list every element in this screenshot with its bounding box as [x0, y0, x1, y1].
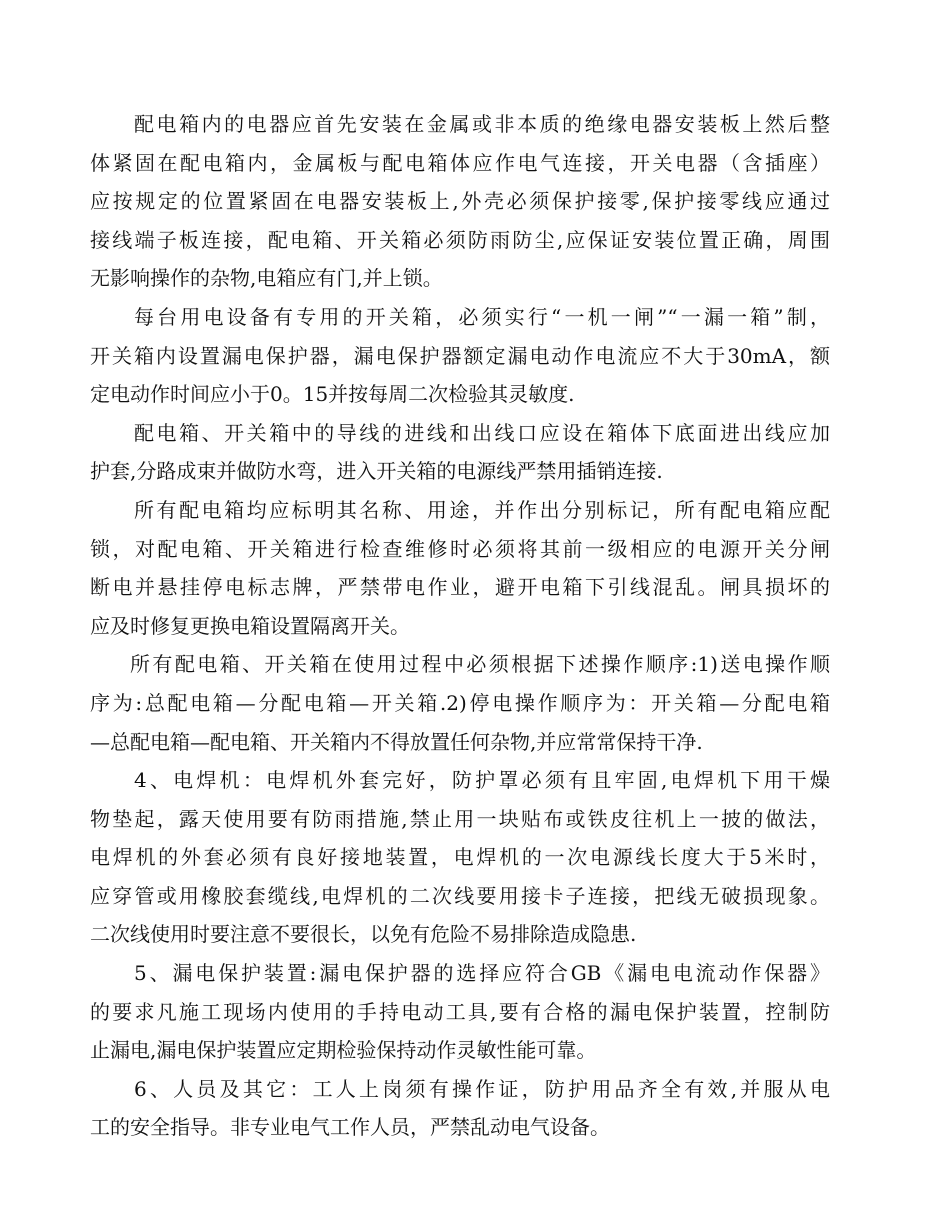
text-line: 护套,分路成束并做防水弯，进入开关箱的电源线严禁用插销连接.	[90, 459, 663, 484]
text-line: 每台用电设备有专用的开关箱，必须实行“一机一闸”“一漏一箱”制，	[134, 304, 830, 329]
text-line: 配电箱内的电器应首先安装在金属或非本质的绝缘电器安装板上然后整	[134, 112, 830, 136]
paragraph-welding-machine	[90, 761, 830, 954]
paragraph-wire-entry	[90, 414, 830, 491]
paragraph-distribution-box-installation	[90, 105, 830, 298]
paragraph-operation-sequence	[90, 645, 830, 761]
paragraph-box-labeling	[90, 491, 830, 645]
text-line: 开关箱内设置漏电保护器，漏电保护器额定漏电动作电流应不大于30mA，额	[90, 343, 830, 368]
text-line: 应及时修复更换电箱设置隔离开关。	[90, 613, 410, 638]
text-line: 断电并悬挂停电标志牌，严禁带电作业，避开电箱下引线混乱。闸具损坏的	[90, 575, 830, 600]
text-line: 所有配电箱均应标明其名称、用途，并作出分别标记，所有配电箱应配	[134, 497, 830, 522]
text-line: 的要求凡施工现场内使用的手持电动工具,要有合格的漏电保护装置，控制防	[90, 999, 830, 1024]
text-line: 电焊机的外套必须有良好接地装置，电焊机的一次电源线长度大于5米时，	[90, 845, 830, 870]
text-line: 应按规定的位置紧固在电器安装板上,外壳必须保护接零,保护接零线应通过	[90, 189, 830, 214]
text-line: 配电箱、开关箱中的导线的进线和出线口应设在箱体下底面进出线应加	[134, 420, 830, 445]
text-line: 4、电焊机：电焊机外套完好，防护罩必须有且牢固,电焊机下用干燥	[134, 768, 830, 793]
text-line: 体紧固在配电箱内，金属板与配电箱体应作电气连接，开关电器（含插座）	[90, 150, 830, 175]
text-line: 5、漏电保护装置:漏电保护器的选择应符合GB《漏电电流动作保器》	[134, 961, 830, 986]
text-line: 止漏电,漏电保护装置应定期检验保持动作灵敏性能可靠。	[90, 1038, 597, 1063]
text-line: 定电动作时间应小于0。15并按每周二次检验其灵敏度.	[90, 382, 575, 407]
paragraph-leakage-protection	[90, 954, 830, 1070]
text-line: 二次线使用时要注意不要很长，以免有危险不易排除造成隐患.	[90, 922, 637, 947]
text-line: 锁，对配电箱、开关箱进行检查维修时必须将其前一级相应的电源开关分闸	[90, 536, 830, 561]
text-line: 物垫起，露天使用要有防雨措施,禁止用一块贴布或铁皮往机上一披的做法，	[90, 806, 830, 831]
document-body	[90, 105, 830, 1147]
text-line: —总配电箱—配电箱、开关箱内不得放置任何杂物,并应常常保持干净.	[90, 729, 703, 754]
text-line: 无影响操作的杂物,电箱应有门,并上锁。	[90, 266, 443, 291]
paragraph-personnel	[90, 1070, 830, 1147]
paragraph-switch-box-rule	[90, 298, 830, 414]
text-line: 所有配电箱、开关箱在使用过程中必须根据下述操作顺序:1)送电操作顺	[130, 652, 830, 677]
text-line: 序为:总配电箱—分配电箱—开关箱.2)停电操作顺序为：开关箱—分配电箱	[90, 690, 830, 715]
text-line: 应穿管或用橡胶套缆线,电焊机的二次线要用接卡子连接，把线无破损现象。	[90, 883, 830, 908]
text-line: 6、人员及其它：工人上岗须有操作证，防护用品齐全有效,并服从电	[134, 1076, 830, 1101]
text-line: 工的安全指导。非专业电气工作人员，严禁乱动电气设备。	[90, 1115, 610, 1140]
text-line: 接线端子板连接，配电箱、开关箱必须防雨防尘,应保证安装位置正确，周围	[90, 227, 830, 252]
